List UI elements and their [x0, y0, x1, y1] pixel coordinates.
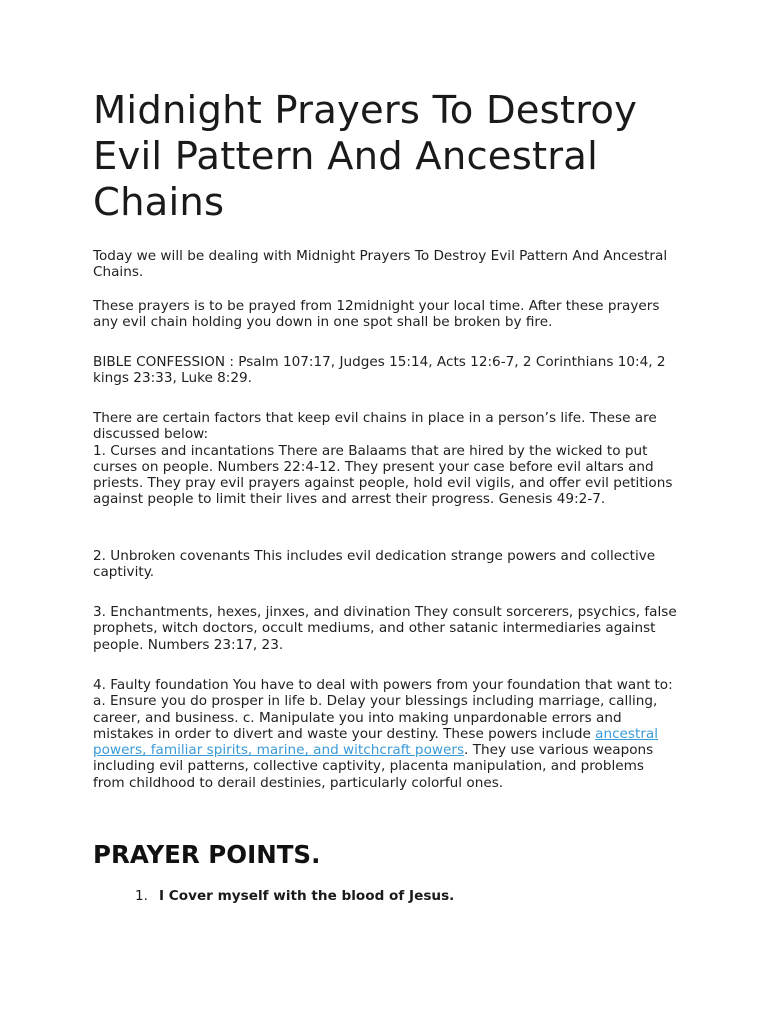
ancestral-powers-link[interactable]: ancestral powers, familiar spirits, marine, and witchcraft powers [93, 725, 659, 759]
page-title: Midnight Prayers To Destroy Evil Pattern And Ancestral Chains [93, 88, 638, 225]
factors-block [93, 410, 678, 508]
factor-4 [93, 677, 678, 791]
prayer-points-list [135, 887, 454, 905]
prayer-point-number: 1. [135, 888, 148, 904]
prayer-point-item [135, 887, 454, 905]
factor-4-text-start: 4. Faulty foundation You have to deal with powers from your foundation that want to: a. Ensure you do prosper in life b. Delay your blessings including marriage, calling, career, and business. c. Manipulate you into making unpardonable errors and mistakes in order to divert and waste your destiny. These powers include [93, 677, 673, 742]
timing-paragraph: These prayers is to be prayed from 12midnight your local time. After these prayers any evil chain holding you down in one spot shall be broken by fire. [93, 298, 660, 331]
bible-confession-paragraph: BIBLE CONFESSION : Psalm 107:17, Judges 15:14, Acts 12:6-7, 2 Corinthians 10:4, 2 kings 23:33, Luke 8:29. [93, 354, 666, 387]
factor-1: 1. Curses and incantations There are Balaams that are hired by the wicked to put curses on people. Numbers 22:4-12. They present your case before evil altars and priests. They pray evil prayers against people, hold evil vigils, and offer evil petitions against people to limit their lives and arrest their progress. Genesis 49:2-7. [93, 442, 673, 508]
document-page [93, 88, 678, 904]
factor-2: 2. Unbroken covenants This includes evil dedication strange powers and collective captivity. [93, 548, 656, 581]
prayer-points-heading: PRAYER POINTS. [93, 840, 321, 869]
factors-intro: There are certain factors that keep evil chains in place in a person’s life. These are discussed below: [93, 410, 657, 443]
factor-3: 3. Enchantments, hexes, jinxes, and divination They consult sorcerers, psychics, false prophets, witch doctors, occult mediums, and other satanic intermediaries against people. Numbers 23:17, 23. [93, 604, 677, 653]
intro-paragraph: Today we will be dealing with Midnight Prayers To Destroy Evil Pattern And Ancestral Chains. [93, 248, 668, 281]
factor-4-text-end: . They use various weapons including evil patterns, collective captivity, placenta manipulation, and problems from childhood to derail destinies, particularly colorful ones. [93, 742, 654, 791]
prayer-point-text: I Cover myself with the blood of Jesus. [159, 888, 455, 904]
